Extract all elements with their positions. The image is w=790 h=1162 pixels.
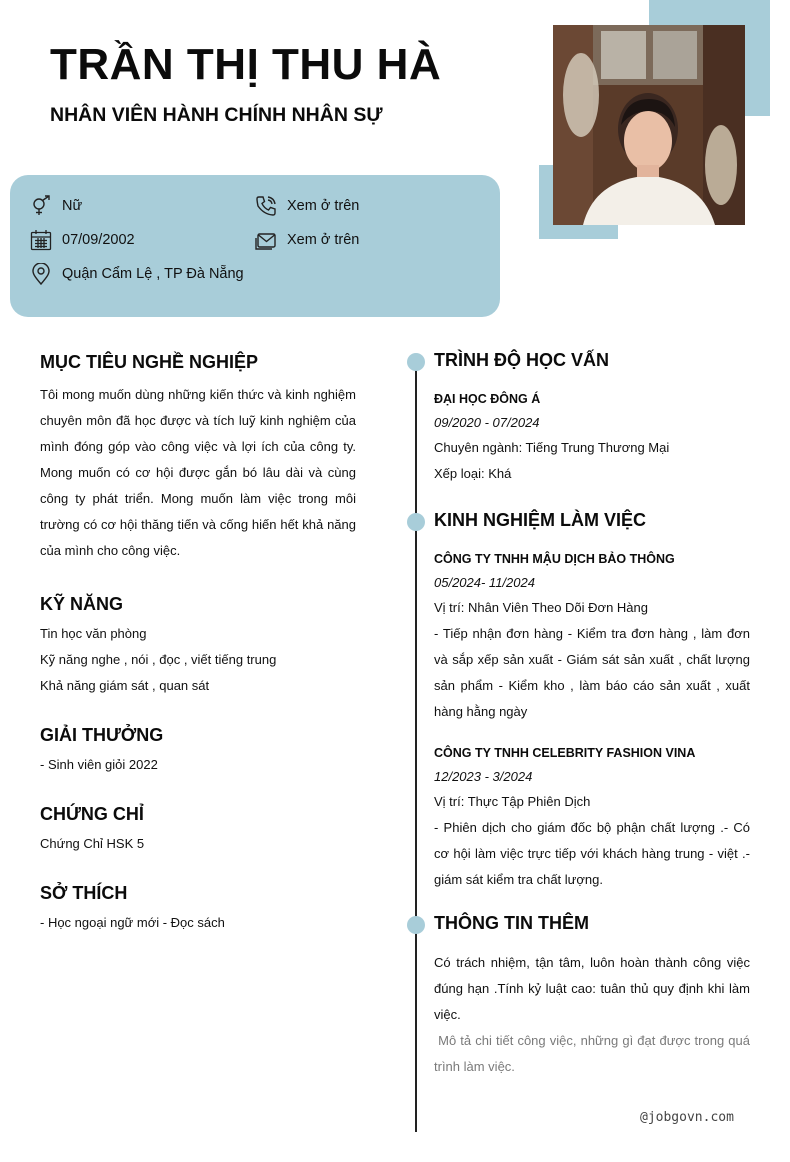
contact-phone xyxy=(255,195,359,217)
list-item: Tin học văn phòng xyxy=(40,626,147,641)
awards-text: - Sinh viên giỏi 2022 xyxy=(40,757,158,772)
phone-icon xyxy=(255,195,277,217)
job-description: - Tiếp nhận đơn hàng - Kiểm tra đơn hàng , làm đơn và sắp xếp sản xuất - Giám sát sản xuất , chất lượng sản phẩm - Kiểm kho , làm báo cáo sản xuất , xuất hàng hằng ngày xyxy=(434,626,750,719)
objective-text: Tôi mong muốn dùng những kiến thức và kinh nghiệm chuyên môn đã học được và tích luỹ kinh nghiệm của mình đóng góp vào công việc và lợi ích của công ty. Mong muốn có cơ hội được gắn bó lâu dài và cùng công ty phát triển. Mong muốn làm việc trong môi trường có cơ hội thăng tiến và cống hiến hết khả năng của mình cho công việc. xyxy=(40,387,356,558)
education-section xyxy=(434,350,750,487)
profile-photo xyxy=(553,25,745,225)
additional-section xyxy=(434,913,754,1080)
job-period: 12/2023 - 3/2024 xyxy=(434,769,533,784)
contact-address xyxy=(30,263,244,285)
gender-icon xyxy=(30,195,52,217)
address-value: Quận Cẩm Lệ , TP Đà Nẵng xyxy=(62,266,244,282)
contact-panel xyxy=(10,175,500,317)
job-entry xyxy=(434,741,750,893)
email-value: Xem ở trên xyxy=(287,232,360,248)
skills-title: KỸ NĂNG xyxy=(40,594,124,614)
calendar-icon xyxy=(30,229,52,251)
location-pin-icon xyxy=(30,263,52,285)
hobbies-title: SỞ THÍCH xyxy=(40,883,128,903)
education-period: 09/2020 - 07/2024 xyxy=(434,415,540,430)
company-name: CÔNG TY TNHH MẬU DỊCH BẢO THÔNG xyxy=(434,552,675,566)
job-position: Vị trí: Thực Tập Phiên Dịch xyxy=(434,794,591,809)
gender-value: Nữ xyxy=(62,198,83,214)
job-title: NHÂN VIÊN HÀNH CHÍNH NHÂN SỰ xyxy=(50,104,383,126)
skills-list xyxy=(40,621,356,699)
hobbies-text: - Học ngoại ngữ mới - Đọc sách xyxy=(40,915,225,930)
additional-text: Có trách nhiệm, tận tâm, luôn hoàn thành công việc đúng hạn .Tính kỷ luật cao: tuân thủ quy định khi làm việc. xyxy=(434,955,750,1022)
additional-hint: Mô tả chi tiết công việc, những gì đạt được trong quá trình làm việc. xyxy=(434,1033,754,1074)
education-title: TRÌNH ĐỘ HỌC VẤN xyxy=(434,350,609,370)
experience-section xyxy=(434,510,750,893)
contact-gender xyxy=(30,195,82,217)
list-item: Kỹ năng nghe , nói , đọc , viết tiếng trung xyxy=(40,652,277,667)
contact-birthday xyxy=(30,229,135,251)
timeline-line xyxy=(415,361,417,1132)
timeline-dot xyxy=(407,916,425,934)
birthday-value: 07/09/2002 xyxy=(62,232,135,248)
job-position: Vị trí: Nhân Viên Theo Dõi Đơn Hàng xyxy=(434,600,648,615)
left-column xyxy=(40,352,356,936)
footer-brand: @jobgovn.com xyxy=(640,1110,734,1125)
job-period: 05/2024- 11/2024 xyxy=(434,575,535,590)
job-description: - Phiên dịch cho giám đốc bộ phận chất lượng .- Có cơ hội làm việc trực tiếp với khách hàng trung - việt .- giám sát kiểm tra chất lượng. xyxy=(434,820,750,887)
school-name: ĐẠI HỌC ĐÔNG Á xyxy=(434,392,541,406)
timeline-dot xyxy=(407,353,425,371)
certificates-title: CHỨNG CHỈ xyxy=(40,804,144,824)
experience-title: KINH NGHIỆM LÀM VIỆC xyxy=(434,510,647,530)
education-major: Chuyên ngành: Tiếng Trung Thương Mại xyxy=(434,440,670,455)
certificates-text: Chứng Chỉ HSK 5 xyxy=(40,836,145,851)
timeline-dot xyxy=(407,513,425,531)
contact-email xyxy=(255,229,359,251)
job-entry xyxy=(434,547,750,725)
education-rank: Xếp loại: Khá xyxy=(434,466,512,481)
candidate-name: TRẦN THỊ THU HÀ xyxy=(50,40,442,89)
mail-icon xyxy=(255,229,277,251)
additional-title: THÔNG TIN THÊM xyxy=(434,913,589,933)
objective-title: MỤC TIÊU NGHỀ NGHIỆP xyxy=(40,352,259,372)
awards-title: GIẢI THƯỞNG xyxy=(40,725,164,745)
phone-value: Xem ở trên xyxy=(287,198,360,214)
company-name: CÔNG TY TNHH CELEBRITY FASHION VINA xyxy=(434,746,696,760)
list-item: Khả năng giám sát , quan sát xyxy=(40,678,210,693)
